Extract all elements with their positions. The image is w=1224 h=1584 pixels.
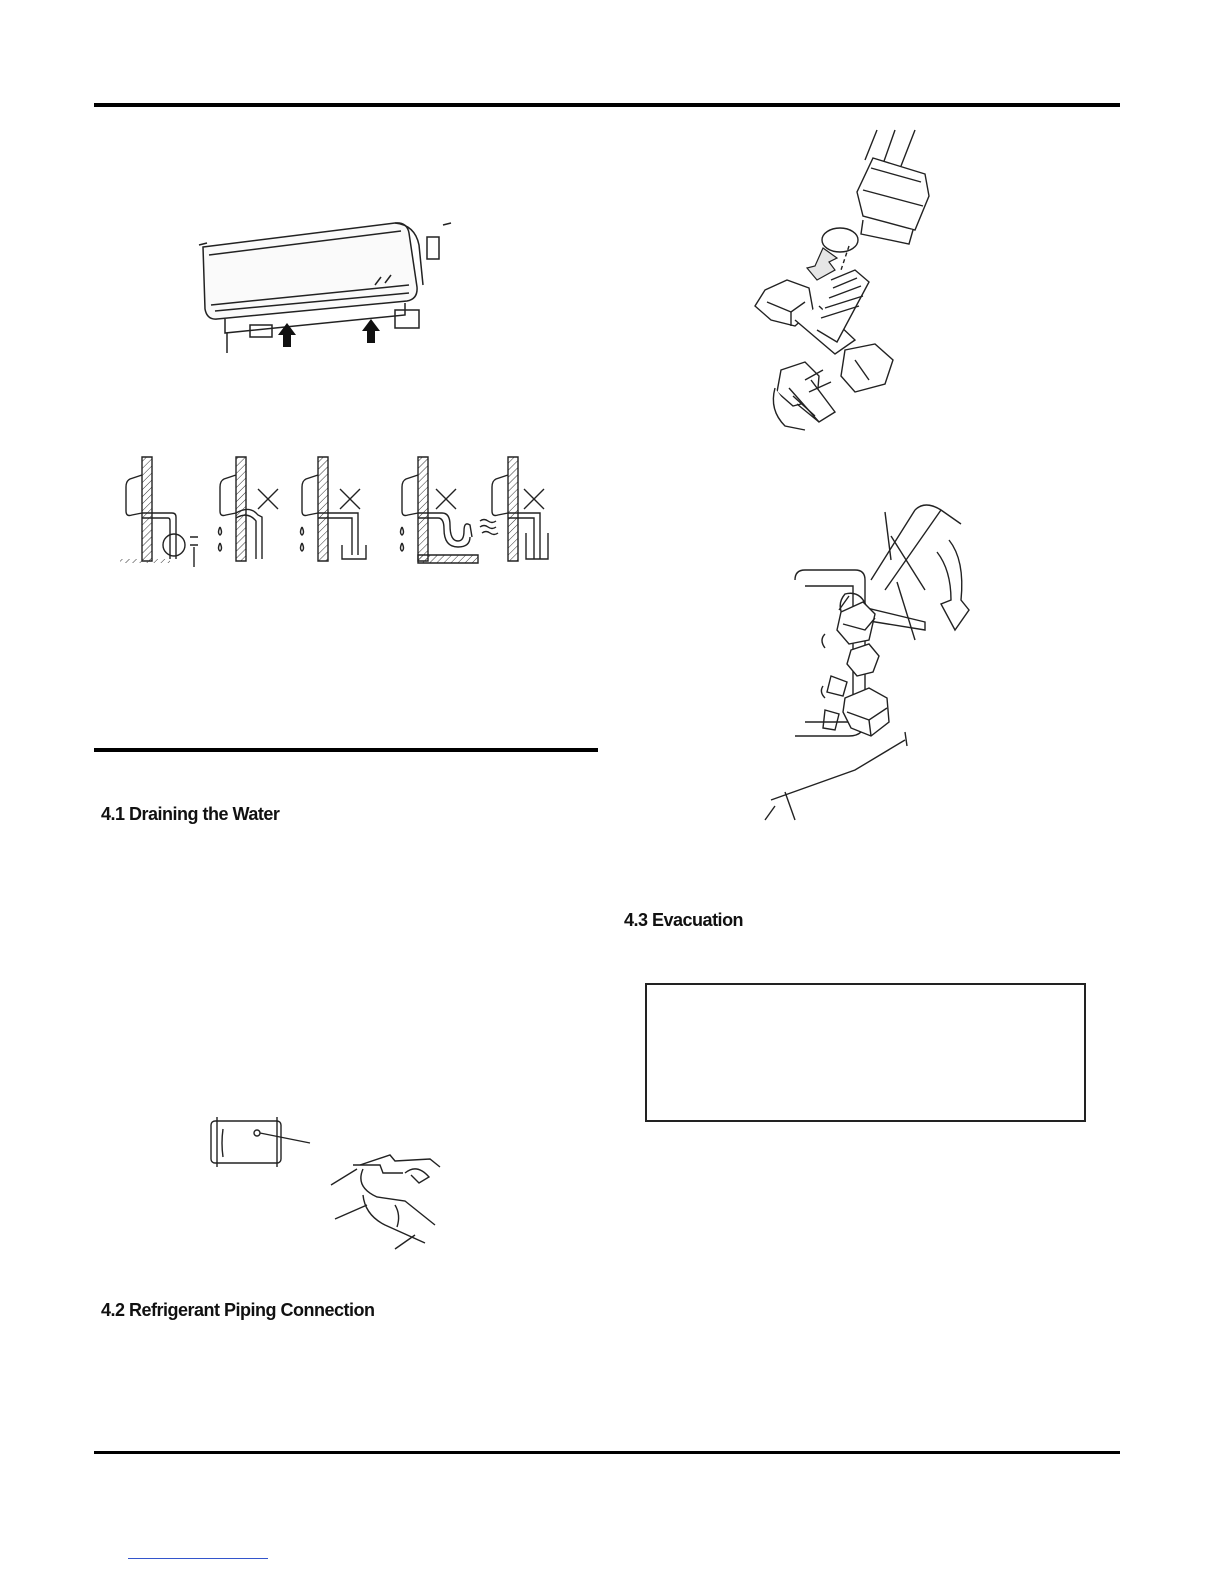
footer-rule [94, 1451, 1120, 1454]
header-rule [94, 103, 1120, 107]
flare-nut-valve-illustration [745, 130, 955, 440]
section-rule [94, 748, 598, 752]
wrench-tightening-illustration [765, 500, 995, 820]
heading-refrigerant-piping: 4.2 Refrigerant Piping Connection [101, 1300, 375, 1320]
footer-link-underline [128, 1558, 268, 1559]
heading-draining-water: 4.1 Draining the Water [101, 804, 280, 824]
heading-evacuation: 4.3 Evacuation [624, 910, 744, 930]
drain-hose-routing-examples [120, 455, 560, 575]
note-box [645, 983, 1086, 1122]
drain-hose-connection-detail [205, 1115, 455, 1255]
indoor-unit-illustration [195, 215, 455, 355]
